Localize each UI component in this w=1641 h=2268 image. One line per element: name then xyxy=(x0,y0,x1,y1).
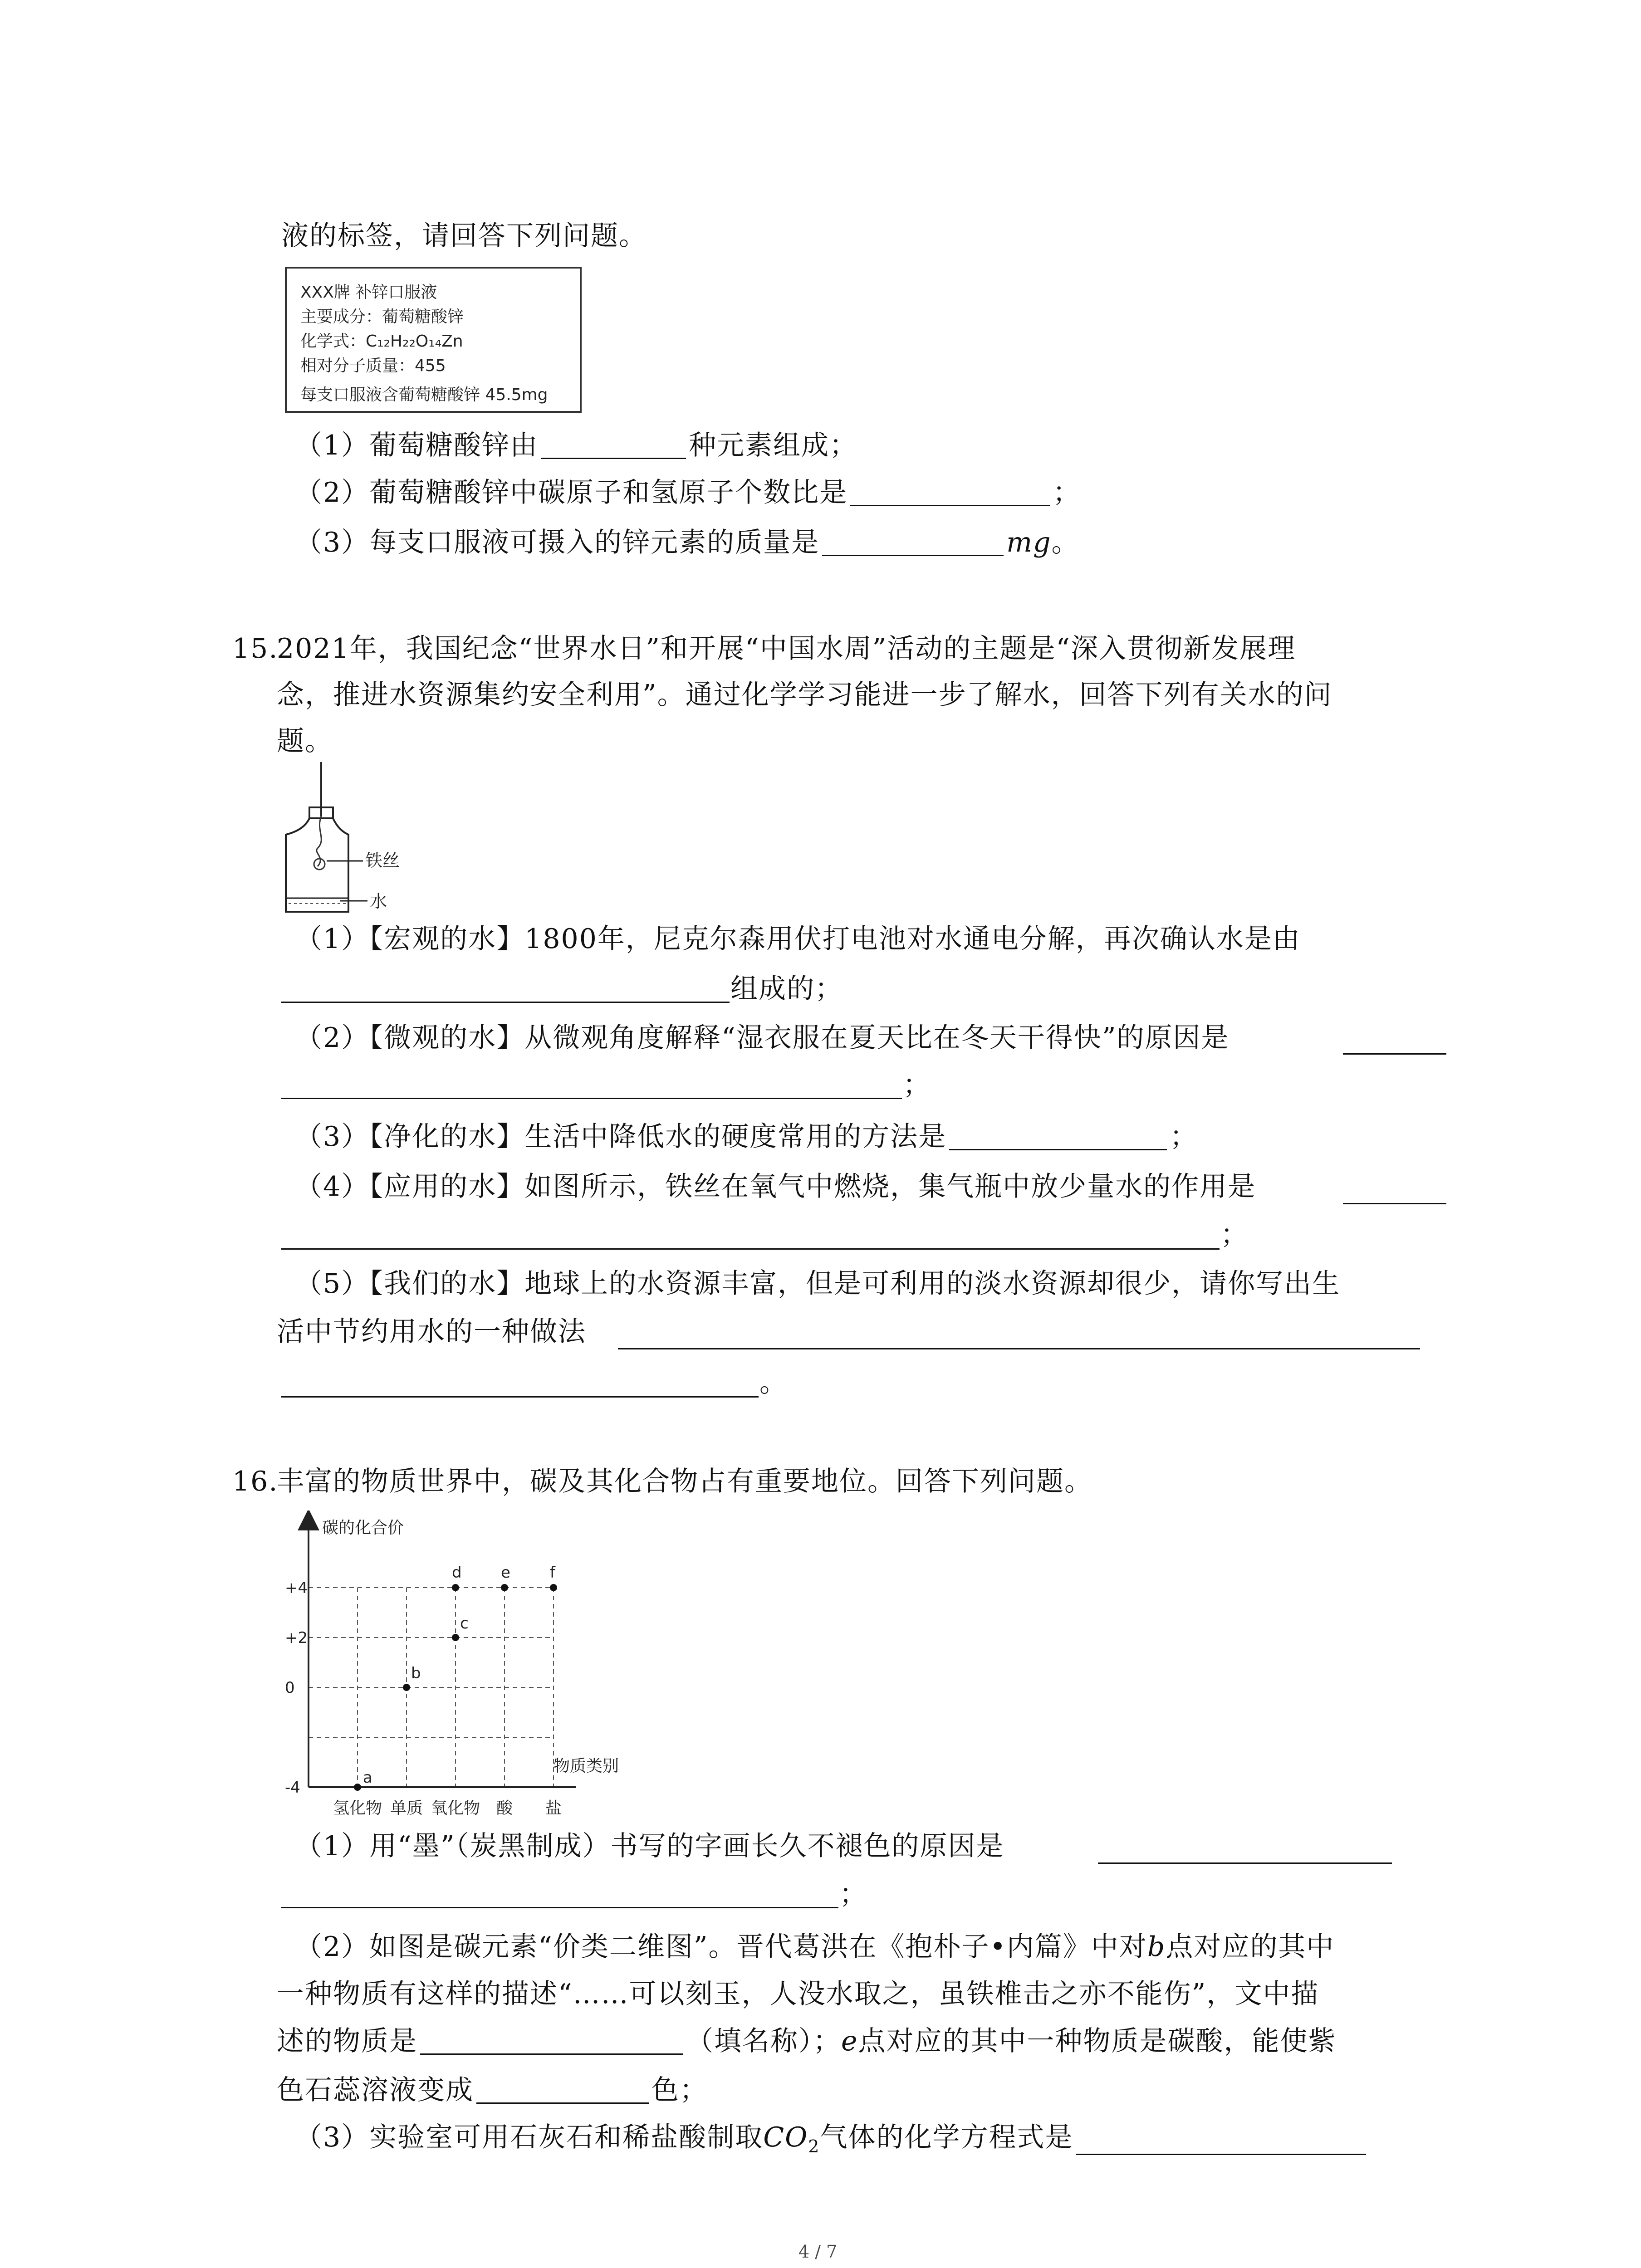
point-label-b: b xyxy=(411,1664,421,1682)
label-ingredient: 主要成分：葡萄糖酸锌 xyxy=(300,308,464,326)
q16-s2-l4-post: 色； xyxy=(652,2074,708,2106)
co2-subscript: 2 xyxy=(808,2136,820,2156)
point-label-a: a xyxy=(363,1769,372,1787)
q15-s3-text: （3）【净化的水】生活中降低水的硬度常用的方法是 xyxy=(295,1121,947,1153)
point-label-c: c xyxy=(460,1614,469,1633)
q15-subq-1a: （1）【宏观的水】1800年，尼克尔森用伏打电池对水通电分解，再次确认水是由 xyxy=(295,923,1301,955)
q16-subq-1a: （1）用“墨”（炭黑制成）书写的字画长久不褪色的原因是 xyxy=(295,1830,1004,1862)
q16-subq-2-line2: 一种物质有这样的描述“……可以刻玉，人没水取之，虽铁椎击之亦不能伤”，文中描 xyxy=(277,1978,1319,2010)
chart-grid xyxy=(309,1588,554,1787)
x-tick-label: 酸 xyxy=(496,1799,513,1818)
co2-formula: CO xyxy=(763,2121,808,2153)
label-content: 每支口服液含葡萄糖酸锌 45.5mg xyxy=(300,386,548,404)
answer-blank[interactable] xyxy=(281,1098,902,1099)
q15-subq-2a: （2）【微观的水】从微观角度解释“湿衣服在夏天比在冬天干得快”的原因是 xyxy=(295,1022,1230,1054)
point-e-var: e xyxy=(841,2025,858,2057)
y-tick-labels xyxy=(285,1579,308,1797)
point-f xyxy=(550,1584,557,1591)
q15-line-3: 题。 xyxy=(277,725,333,757)
q15-subq-1b: 组成的； xyxy=(730,973,843,1005)
q14-subq-3 xyxy=(295,529,1080,556)
q16-s2-l4-pre: 色石蕊溶液变成 xyxy=(277,2074,474,2106)
q14-s2-tail: ； xyxy=(1053,477,1081,508)
point-b xyxy=(403,1684,410,1691)
q14-s1-tail: 种元素组成； xyxy=(689,430,858,461)
answer-blank[interactable] xyxy=(476,2077,649,2104)
q16-s2-l3-mid: （填名称）； xyxy=(686,2025,841,2057)
q14-intro-tail: 液的标签，请回答下列问题。 xyxy=(281,220,647,252)
point-b-var: b xyxy=(1147,1931,1166,1963)
answer-blank[interactable] xyxy=(1076,2128,1366,2155)
y-tick-label: +2 xyxy=(285,1629,308,1647)
q15-subq-5b: 活中节约用水的一种做法 xyxy=(277,1316,586,1348)
valence-category-chart xyxy=(281,1510,653,1823)
point-label-e: e xyxy=(501,1564,510,1582)
point-label-f: f xyxy=(550,1564,555,1582)
q16-s2-text2: 点对应的其中 xyxy=(1166,1931,1335,1963)
q14-subq-1 xyxy=(295,432,857,459)
answer-blank[interactable] xyxy=(281,1396,759,1398)
q15-s3-tail: ； xyxy=(1170,1121,1198,1153)
answer-blank[interactable] xyxy=(281,1002,730,1003)
answer-blank[interactable] xyxy=(541,432,686,459)
gas-jar-figure xyxy=(272,762,417,916)
x-tick-label: 氢化物 xyxy=(333,1799,382,1818)
q15-subq-4b: ； xyxy=(1220,1219,1249,1251)
q16-intro: 丰富的物质世界中，碳及其化合物占有重要地位。回答下列问题。 xyxy=(277,1466,1092,1497)
q15-subq-3 xyxy=(295,1121,1198,1153)
q16-s2-l3-pre: 述的物质是 xyxy=(277,2025,417,2057)
label-formula: 化学式：C₁₂H₂₂O₁₄Zn xyxy=(300,332,463,351)
y-tick-label: 0 xyxy=(285,1679,295,1697)
q16-s2-text: （2）如图是碳元素“价类二维图”。晋代葛洪在《抱朴子•内篇》中对 xyxy=(295,1931,1147,1963)
q15-number: 15. xyxy=(232,633,279,665)
point-d xyxy=(452,1584,459,1591)
q16-s2-l3-post: 点对应的其中一种物质是碳酸，能使紫 xyxy=(858,2025,1337,2057)
label-title: XXX牌 补锌口服液 xyxy=(300,283,437,302)
point-c xyxy=(452,1634,459,1641)
point-e xyxy=(501,1584,508,1591)
answer-blank[interactable] xyxy=(949,1124,1167,1150)
q14-s2-text: （2）葡萄糖酸锌中碳原子和氢原子个数比是 xyxy=(295,477,848,508)
product-label-image xyxy=(285,267,582,413)
q16-number: 16. xyxy=(232,1466,279,1497)
answer-blank[interactable] xyxy=(822,529,1004,556)
q16-subq-1b: ； xyxy=(839,1878,867,1910)
answer-blank[interactable] xyxy=(281,1248,1220,1250)
q16-subq-2-line1 xyxy=(295,1931,1335,1963)
q16-subq-2-line4 xyxy=(277,2074,708,2106)
q14-subq-2 xyxy=(295,479,1081,506)
q16-s3-tail: 气体的化学方程式是 xyxy=(820,2121,1073,2153)
q15-subq-5a: （5）【我们的水】地球上的水资源丰富，但是可利用的淡水资源却很少，请你写出生 xyxy=(295,1268,1341,1300)
point-label-d: d xyxy=(452,1564,462,1582)
q15-subq-5c: 。 xyxy=(759,1367,788,1398)
label-mass: 相对分子质量：455 xyxy=(300,357,446,375)
answer-blank[interactable] xyxy=(1098,1862,1392,1864)
y-tick-label: +4 xyxy=(285,1579,308,1597)
q14-s3-text: （3）每支口服液可摄入的锌元素的质量是 xyxy=(295,527,820,558)
q14-s1-text: （1）葡萄糖酸锌由 xyxy=(295,430,539,461)
x-axis-label: 物质类别 xyxy=(554,1757,619,1775)
x-tick-label: 氧化物 xyxy=(431,1799,480,1818)
point-a xyxy=(354,1784,361,1791)
y-tick-label: -4 xyxy=(285,1779,300,1797)
x-tick-label: 盐 xyxy=(545,1799,562,1818)
q15-subq-2b: ； xyxy=(903,1069,931,1101)
y-axis-label: 碳的化合价 xyxy=(322,1519,404,1537)
x-tick-labels xyxy=(333,1799,562,1818)
answer-blank[interactable] xyxy=(420,2028,683,2055)
q15-line-1: 2021年，我国纪念“世界水日”和开展“中国水周”活动的主题是“深入贯彻新发展理 xyxy=(277,633,1296,665)
answer-blank[interactable] xyxy=(281,1907,838,1908)
page-number: 4 / 7 xyxy=(798,2242,838,2262)
wire-label: 铁丝 xyxy=(365,850,400,870)
q16-s3-text: （3）实验室可用石灰石和稀盐酸制取 xyxy=(295,2121,764,2153)
answer-blank[interactable] xyxy=(850,479,1050,506)
water-label: 水 xyxy=(370,891,387,911)
q16-subq-3 xyxy=(295,2121,1369,2156)
x-tick-label: 单质 xyxy=(390,1799,423,1818)
unit-mg: mg xyxy=(1006,527,1052,558)
answer-blank[interactable] xyxy=(618,1348,1420,1349)
q15-subq-4a: （4）【应用的水】如图所示，铁丝在氧气中燃烧，集气瓶中放少量水的作用是 xyxy=(295,1171,1256,1202)
answer-blank[interactable] xyxy=(1343,1203,1446,1204)
q15-line-2: 念，推进水资源集约安全利用”。通过化学学习能进一步了解水，回答下列有关水的问 xyxy=(277,679,1332,711)
q16-subq-2-line3 xyxy=(277,2025,1337,2057)
q14-s3-tail: 。 xyxy=(1051,527,1080,558)
answer-blank[interactable] xyxy=(1343,1053,1446,1055)
